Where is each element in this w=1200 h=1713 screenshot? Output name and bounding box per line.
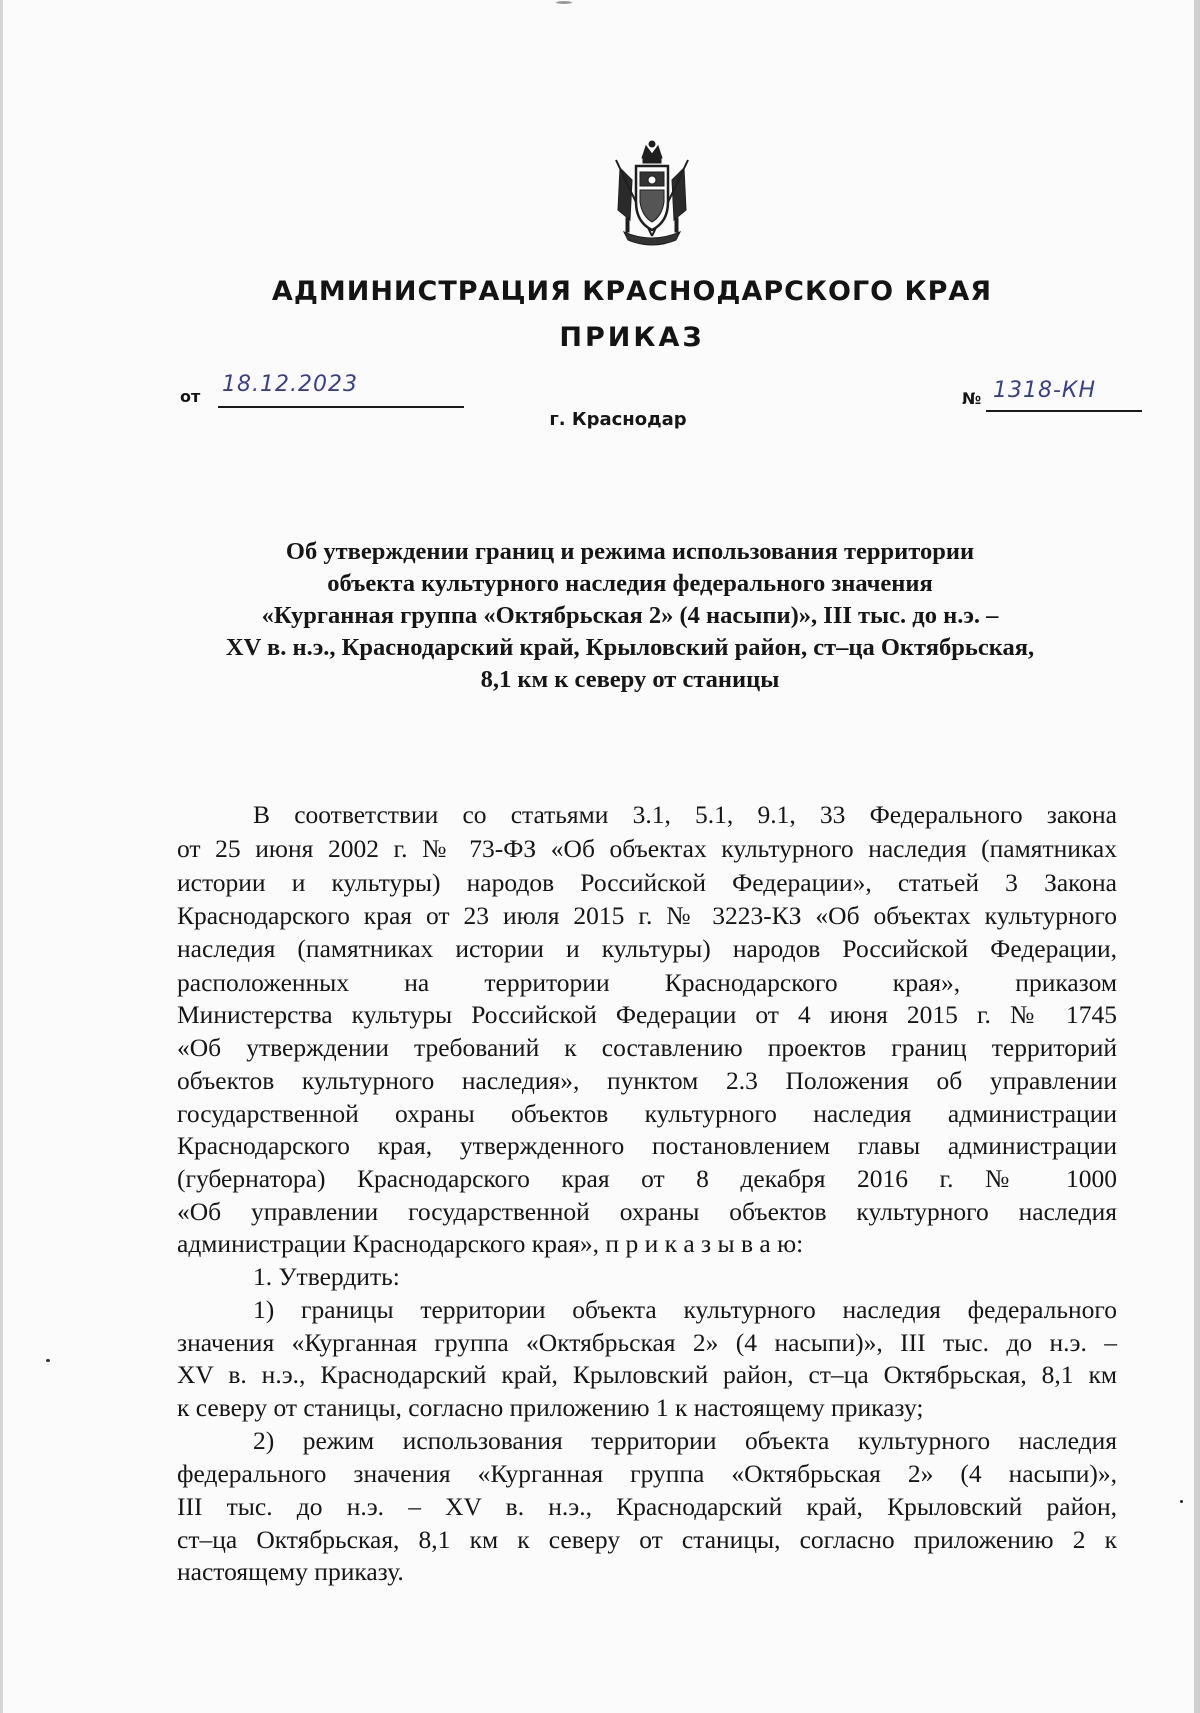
body-line: «Об утверждении требований к составлению проектов границ территорий [177, 1033, 1117, 1062]
scan-speck [556, 1, 572, 4]
date-underline [218, 406, 464, 408]
title-line: объекта культурного наследия федерального значения [327, 570, 933, 597]
body-line: (губернатора) Краснодарского края от 8 декабря 2016 г. № 1000 [177, 1164, 1117, 1193]
title-line: Об утверждении границ и режима использования территории [285, 538, 975, 565]
body-line: к северу от станицы, согласно приложению 1 к настоящему приказу; [177, 1393, 924, 1422]
scan-speck [1180, 1500, 1183, 1503]
body-line: объектов культурного наследия», пунктом 2.3 Положения об управлении [177, 1066, 1117, 1095]
body-line: истории и культуры) народов Российской Федерации», статьей 3 Закона [177, 868, 1117, 897]
body-line: Краснодарского края, утвержденного постановлением главы администрации [177, 1131, 1117, 1160]
body-line: 2) режим использования территории объекта культурного наследия [253, 1426, 1117, 1455]
coat-of-arms-icon [612, 140, 692, 248]
body-line: «Об управлении государственной охраны объектов культурного наследия [177, 1197, 1117, 1226]
body-line: настоящему приказу. [177, 1557, 404, 1586]
body-line: В соответствии со статьями 3.1, 5.1, 9.1, 33 Федерального закона [253, 800, 1117, 829]
scan-speck [46, 1359, 50, 1362]
scan-edge-left [0, 0, 3, 1713]
body-line: значения «Курганная группа «Октябрьская 2» (4 насыпи)», III тыс. до н.э. – [177, 1328, 1117, 1357]
body-line: III тыс. до н.э. – XV в. н.э., Краснодарский край, Крыловский район, [177, 1492, 1117, 1521]
body-line: государственной охраны объектов культурного наследия администрации [177, 1099, 1117, 1128]
agency-name: АДМИНИСТРАЦИЯ КРАСНОДАРСКОГО КРАЯ [271, 276, 993, 307]
document-type: ПРИКАЗ [559, 322, 705, 353]
body-line: Министерства культуры Российской Федерации от 4 июня 2015 г. № 1745 [177, 1000, 1117, 1029]
date-label: от [180, 387, 201, 406]
body-line: Краснодарского края от 23 июля 2015 г. № 3223-КЗ «Об объектах культурного [177, 901, 1117, 930]
date-handwritten: 18.12.2023 [222, 372, 358, 397]
body-line: 1) границы территории объекта культурного наследия федерального [253, 1295, 1117, 1324]
body-line: расположенных на территории Краснодарского края», приказом [177, 968, 1117, 997]
title-line: «Курганная группа «Октябрьская 2» (4 насыпи)», III тыс. до н.э. – [261, 602, 999, 629]
body-line: ст–ца Октябрьская, 8,1 км к северу от станицы, согласно приложению 2 к [177, 1525, 1117, 1554]
number-handwritten: 1318-КН [993, 378, 1097, 403]
body-line: XV в. н.э., Краснодарский край, Крыловский район, ст–ца Октябрьская, 8,1 км [177, 1360, 1117, 1389]
body-line: федерального значения «Курганная группа «Октябрьская 2» (4 насыпи)», [177, 1459, 1117, 1488]
scan-edge-right [1194, 0, 1200, 1713]
body-line: наследия (памятниках истории и культуры) народов Российской Федерации, [177, 934, 1117, 963]
body-line: администрации Краснодарского края», п р и к а з ы в а ю: [177, 1229, 804, 1258]
body-line: 1. Утвердить: [253, 1262, 400, 1291]
city: г. Краснодар [549, 409, 687, 430]
body-line: от 25 июня 2002 г. № 73-ФЗ «Об объектах культурного наследия (памятниках [177, 834, 1117, 863]
title-line: 8,1 км к северу от станицы [480, 666, 780, 693]
number-label: № [962, 389, 982, 408]
title-line: XV в. н.э., Краснодарский край, Крыловский район, ст–ца Октябрьская, [225, 634, 1035, 661]
